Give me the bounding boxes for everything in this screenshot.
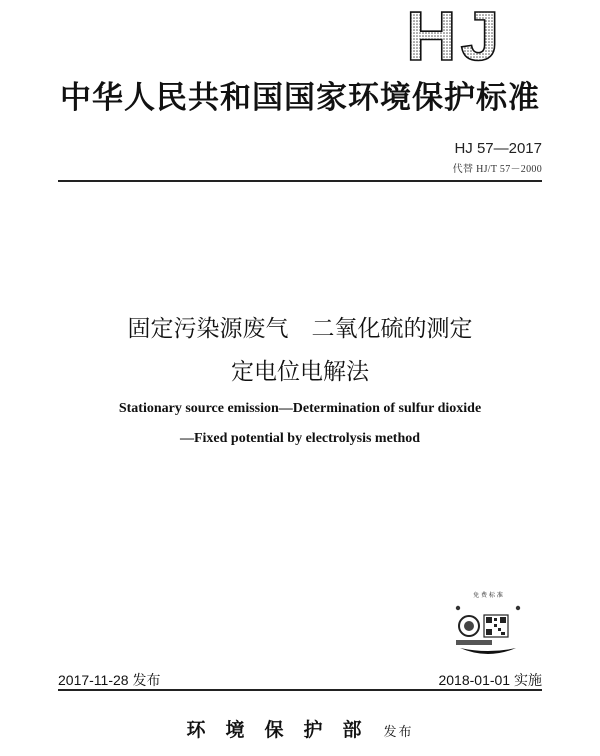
title-english-line-1: Stationary source emission—Determination of sulfur dioxide — [118, 401, 482, 416]
hj-logo-text: HJ — [406, 2, 504, 62]
title-chinese-line-1: 固定污染源废气 二氧化硫的测定 — [127, 316, 473, 342]
replaced-standard: 代替 HJ/T 57－2000 — [452, 164, 542, 175]
issue-date: 2017-11-28 发布 — [58, 672, 161, 688]
publisher-line — [0, 715, 600, 742]
hj-logo — [404, 2, 534, 62]
standard-category-title: 中华人民共和国国家环境保护标准 — [60, 80, 540, 116]
title-english-line-2: —Fixed potential by electrolysis method — [179, 431, 421, 446]
seal-top-text: 免 费 标 准 — [473, 592, 503, 599]
anti-counterfeit-seal-icon — [446, 588, 530, 658]
title-chinese-line-2: 定电位电解法 — [231, 359, 369, 385]
standard-code: HJ 57—2017 — [454, 140, 542, 157]
implementation-date: 2018-01-01 实施 — [438, 672, 542, 688]
bottom-divider — [58, 689, 542, 691]
publisher-suffix: 发布 — [383, 725, 414, 740]
publisher-name: 环境保护部 — [186, 719, 382, 741]
top-divider — [58, 180, 542, 182]
